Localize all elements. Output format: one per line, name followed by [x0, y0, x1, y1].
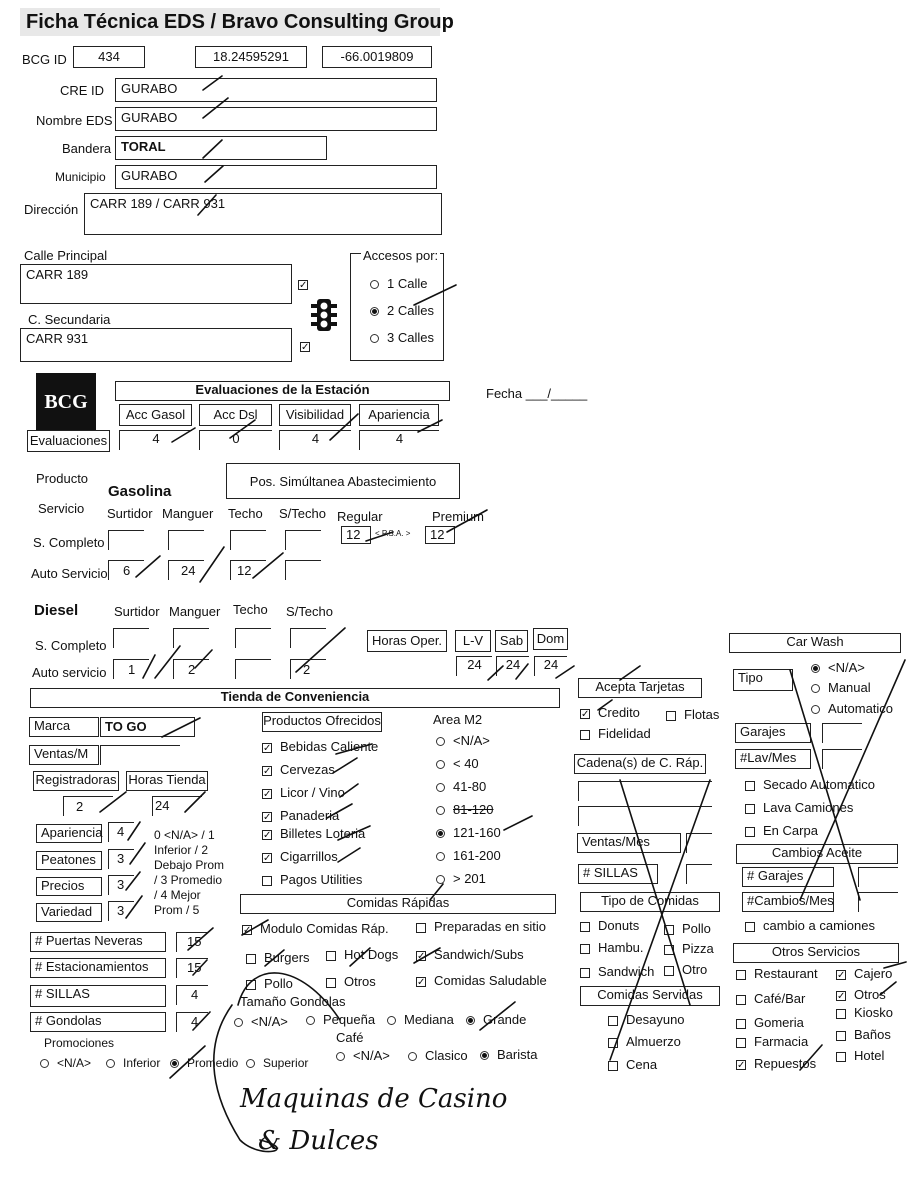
fecha-label: Fecha ___/_____ — [486, 386, 588, 401]
evaluaciones-row-label: Evaluaciones — [27, 430, 110, 452]
cw-tipo-manual[interactable]: Manual — [811, 680, 871, 695]
tipo-otro[interactable]: Otro — [664, 962, 707, 977]
gas-stecho-col: S/Techo — [279, 506, 326, 521]
tipo-pollo[interactable]: Pollo — [664, 921, 711, 936]
producto-bebidas[interactable]: ✓ Bebidas Caliente — [263, 739, 379, 754]
tarjeta-fidelidad[interactable]: Fidelidad — [580, 726, 651, 741]
apariencia-header: Apariencia — [359, 404, 439, 426]
horas-sab-value[interactable]: 24 — [496, 656, 529, 676]
rating-variedad-value[interactable]: 3 — [108, 901, 134, 921]
cw-tipo-automatico[interactable]: Automatico — [811, 701, 893, 716]
ventas-label: Ventas/M — [29, 745, 99, 765]
rating-precios-value[interactable]: 3 — [108, 875, 134, 895]
gas-auto-stecho[interactable] — [285, 560, 321, 580]
visibilidad-header: Visibilidad — [279, 404, 351, 426]
horas-oper-label: Horas Oper. — [367, 630, 447, 652]
comida-preparadas[interactable]: Preparadas en sitio — [416, 919, 546, 934]
cre-id-field[interactable]: GURABO — [115, 78, 437, 102]
handwritten-note-line-2: & Dulces — [258, 1126, 379, 1156]
gas-auto-manguer[interactable]: 24 — [168, 560, 204, 580]
comida-sandwich[interactable]: ✓ Sandwich/Subs — [417, 947, 524, 962]
cr-sillas-label: # SILLAS — [578, 864, 658, 884]
comida-modulo[interactable]: ✓ Modulo Comidas Ráp. — [243, 921, 389, 936]
bcg-id-field[interactable]: 434 — [73, 46, 145, 68]
area-option-121-160[interactable]: 121-160 — [436, 825, 501, 840]
area-option-na[interactable]: <N/A> — [436, 733, 490, 748]
tipo-comidas-header: Tipo de Comidas — [580, 892, 720, 912]
rating-apariencia-label: Apariencia — [36, 824, 102, 843]
servida-almuerzo[interactable]: Almuerzo — [608, 1034, 681, 1049]
servida-cena[interactable]: Cena — [608, 1057, 657, 1072]
gondola-option-mediana[interactable]: Mediana — [387, 1012, 454, 1027]
comida-otros[interactable]: Otros — [326, 974, 376, 989]
handwritten-note-line-1: Maquinas de Casino — [240, 1084, 508, 1114]
horas-sab-header: Sab — [495, 630, 528, 652]
area-option-41-80[interactable]: 41-80 — [436, 779, 486, 794]
estacionamientos-label: # Estacionamientos — [30, 958, 166, 978]
dsl-completo-stecho[interactable] — [290, 628, 326, 648]
gas-auto-label: Auto Servicio — [31, 566, 108, 581]
sillas-label: # SILLAS — [30, 985, 166, 1007]
ventas-mes-label: Ventas/Mes — [577, 833, 681, 853]
horas-lv-header: L-V — [455, 630, 491, 652]
producto-loteria[interactable]: ✓ Billetes Loteria — [263, 826, 366, 841]
accesos-option-3[interactable]: 3 Calles — [370, 330, 434, 345]
acc-dsl-value[interactable]: 0 — [199, 430, 272, 450]
tipo-hambu[interactable]: Hambu. — [580, 940, 644, 955]
apariencia-value[interactable]: 4 — [359, 430, 439, 450]
tarjeta-credito[interactable]: ✓ Credito — [581, 705, 640, 720]
promo-option-na[interactable]: <N/A> — [40, 1056, 91, 1070]
rating-scale-legend: 0 <N/A> / 1 Inferior / 2 Debajo Prom / 3 Promedio / 4 Mejor Prom / 5 — [154, 828, 225, 917]
gondolas-label: # Gondolas — [30, 1012, 166, 1032]
otros-servicios-header: Otros Servicios — [733, 943, 899, 963]
calle-principal-label: Calle Principal — [24, 248, 108, 263]
gas-auto-techo[interactable]: 12 — [230, 560, 266, 580]
dsl-auto-label: Auto servicio — [32, 665, 107, 680]
ca-cambio-camiones[interactable]: cambio a camiones — [745, 918, 875, 933]
cafe-option-clasico[interactable]: Clasico — [408, 1048, 468, 1063]
area-option-161-200[interactable]: 161-200 — [436, 848, 501, 863]
longitude-field[interactable]: -66.0019809 — [322, 46, 432, 68]
rating-peatones-value[interactable]: 3 — [108, 849, 134, 869]
gondola-option-grande[interactable]: Grande — [466, 1012, 526, 1027]
direccion-label: Dirección — [24, 202, 79, 217]
rating-apariencia-value[interactable]: 4 — [108, 822, 134, 842]
pos-simultanea-header: Pos. Simúltanea Abastecimiento — [226, 463, 460, 499]
tipo-pizza[interactable]: Pizza — [664, 941, 714, 956]
accesos-option-1[interactable]: 1 Calle — [370, 276, 427, 291]
cadena-field-2[interactable] — [578, 806, 712, 826]
gas-completo-techo[interactable] — [230, 530, 266, 550]
servicio-gomeria[interactable]: Gomeria — [736, 1015, 804, 1030]
servicio-farmacia[interactable]: Farmacia — [736, 1034, 808, 1049]
nombre-eds-field[interactable]: GURABO — [115, 107, 437, 131]
producto-licor[interactable]: ✓ Licor / Vino — [263, 785, 345, 800]
comida-hotdogs[interactable]: Hot Dogs — [326, 947, 398, 962]
acc-gasol-header: Acc Gasol — [119, 404, 192, 426]
accesos-option-2[interactable]: 2 Calles — [370, 303, 434, 318]
gas-manguer-col: Manguer — [162, 506, 214, 521]
servicio-cafe-bar[interactable]: Café/Bar — [736, 991, 805, 1006]
dsl-completo-manguer[interactable] — [173, 628, 209, 648]
comida-burgers[interactable]: Burgers — [246, 950, 310, 965]
producto-cigarrillos[interactable]: ✓ Cigarrillos — [263, 849, 338, 864]
area-label: Area M2 — [433, 712, 483, 727]
productos-header: Productos Ofrecidos — [262, 712, 382, 732]
cw-secado[interactable]: Secado Automatico — [745, 777, 875, 792]
servida-desayuno[interactable]: Desayuno — [608, 1012, 685, 1027]
cr-sillas-field[interactable] — [686, 864, 712, 884]
servicio-label: Servicio — [38, 501, 85, 516]
accesos-label: Accesos por: — [363, 248, 439, 263]
gas-completo-manguer[interactable] — [168, 530, 204, 550]
cw-garajes-label: Garajes — [735, 723, 811, 743]
horas-tienda-label: Horas Tienda — [126, 771, 208, 791]
horas-lv-value[interactable]: 24 — [456, 656, 492, 676]
bcg-id-label: BCG ID — [22, 52, 67, 67]
servicio-hotel[interactable]: Hotel — [836, 1048, 884, 1063]
gas-completo-label: S. Completo — [33, 535, 105, 550]
marca-field[interactable]: TO GO — [100, 717, 195, 737]
nombre-eds-label: Nombre EDS — [36, 113, 113, 128]
ca-garajes-field[interactable] — [858, 867, 898, 887]
regular-psa-value[interactable]: 12 — [341, 526, 371, 544]
ca-garajes-label: # Garajes — [742, 867, 834, 887]
calle-principal-field[interactable]: CARR 189 — [20, 264, 292, 304]
rating-precios-label: Precios — [36, 877, 102, 896]
rating-peatones-label: Peatones — [36, 851, 102, 870]
registradoras-label: Registradoras — [33, 771, 119, 791]
latitude-field[interactable]: 18.24595291 — [195, 46, 307, 68]
dsl-auto-stecho[interactable]: 2 — [290, 659, 326, 679]
acc-gasol-value[interactable]: 4 — [119, 430, 192, 450]
cadena-field-1[interactable] — [578, 781, 712, 801]
calle-secundaria-checkbox[interactable]: ✓ — [301, 341, 310, 353]
comidas-servidas-header: Comidas Servidas — [580, 986, 720, 1006]
municipio-field[interactable]: GURABO — [115, 165, 437, 189]
cafe-option-na[interactable]: <N/A> — [336, 1048, 390, 1063]
servicio-kiosko[interactable]: Kiosko — [836, 1005, 893, 1020]
area-option-40[interactable]: < 40 — [436, 756, 479, 771]
regular-label: Regular — [337, 509, 383, 524]
car-wash-tipo-label: Tipo — [733, 669, 793, 691]
calle-secundaria-field[interactable]: CARR 931 — [20, 328, 292, 362]
gondola-option-pequena[interactable]: Pequeña — [306, 1012, 375, 1027]
gas-completo-surtidor[interactable] — [108, 530, 144, 550]
dsl-techo-col: Techo — [233, 602, 268, 617]
ventas-field[interactable] — [100, 745, 180, 765]
tipo-sandwich[interactable]: Sandwich — [580, 964, 654, 979]
dsl-auto-techo[interactable] — [235, 659, 271, 679]
promo-option-superior[interactable]: Superior — [246, 1056, 308, 1070]
dsl-completo-techo[interactable] — [235, 628, 271, 648]
ca-cambios-mes-field[interactable] — [858, 892, 898, 912]
cre-id-label: CRE ID — [60, 83, 105, 98]
cafe-label: Café — [336, 1030, 364, 1045]
puertas-neveras-value[interactable]: 15 — [176, 932, 208, 952]
comida-saludable[interactable]: ✓ Comidas Saludable — [417, 973, 547, 988]
gas-auto-surtidor[interactable]: 6 — [108, 560, 144, 580]
tipo-donuts[interactable]: Donuts — [580, 918, 639, 933]
cafe-option-barista[interactable]: Barista — [480, 1047, 537, 1062]
promo-option-promedio[interactable]: Promedio — [170, 1056, 238, 1070]
cw-lava-camiones[interactable]: Lava Camiones — [745, 800, 853, 815]
diesel-title: Diesel — [34, 602, 79, 619]
form-title: Ficha Técnica EDS / Bravo Consulting Group — [20, 8, 440, 36]
gondolas-value[interactable]: 4 — [176, 1012, 208, 1032]
promo-option-inferior[interactable]: Inferior — [106, 1056, 160, 1070]
dsl-auto-manguer[interactable]: 2 — [173, 659, 209, 679]
producto-pagos-utilities[interactable]: Pagos Utilities — [262, 872, 362, 887]
horas-dom-value[interactable]: 24 — [534, 656, 567, 676]
calle-secundaria-label: C. Secundaria — [28, 312, 111, 327]
horas-dom-header: Dom — [533, 628, 568, 650]
rating-variedad-label: Variedad — [36, 903, 102, 922]
acepta-tarjetas-header: Acepta Tarjetas — [578, 678, 702, 698]
servicio-cajero[interactable]: ✓ Cajero — [837, 966, 893, 981]
comidas-rapidas-header: Comidas Rápidas — [240, 894, 556, 914]
visibilidad-value[interactable]: 4 — [279, 430, 351, 450]
bandera-field[interactable]: TORAL — [115, 136, 327, 160]
sillas-value[interactable]: 4 — [176, 985, 208, 1005]
servicio-restaurant[interactable]: Restaurant — [736, 966, 818, 981]
car-wash-header: Car Wash — [729, 633, 901, 653]
calle-principal-checkbox[interactable]: ✓ — [299, 279, 308, 291]
gas-techo-col: Techo — [228, 506, 263, 521]
cw-lav-mes-field[interactable] — [822, 749, 862, 769]
dsl-auto-surtidor[interactable]: 1 — [113, 659, 149, 679]
direccion-field[interactable]: CARR 189 / CARR 931 — [84, 193, 442, 235]
dsl-surtidor-col: Surtidor — [114, 604, 160, 619]
psa-label: < P.S.A. > — [375, 529, 411, 538]
cw-lav-mes-label: #Lav/Mes — [735, 749, 811, 769]
area-option-81-120[interactable]: 81-120 — [436, 802, 493, 817]
dsl-completo-label: S. Completo — [35, 638, 107, 653]
gasolina-title: Gasolina — [108, 483, 172, 500]
gas-surtidor-col: Surtidor — [107, 506, 153, 521]
evaluaciones-header: Evaluaciones de la Estación — [115, 381, 450, 401]
servicio-repuestos[interactable]: ✓ Repuestos — [737, 1056, 817, 1071]
dsl-stecho-col: S/Techo — [286, 604, 333, 619]
area-option-201[interactable]: > 201 — [436, 871, 486, 886]
estacionamientos-value[interactable]: 15 — [176, 958, 208, 978]
tamano-gondolas-label: Tamaño Gondolas — [240, 994, 346, 1009]
ca-cambios-mes-label: #Cambios/Mes — [742, 892, 834, 912]
cw-en-carpa[interactable]: En Carpa — [745, 823, 818, 838]
puertas-neveras-label: # Puertas Neveras — [30, 932, 166, 952]
ventas-mes-field[interactable] — [686, 833, 712, 853]
tienda-header: Tienda de Conveniencia — [30, 688, 560, 708]
bcg-logo: BCG — [36, 373, 96, 431]
traffic-light-icon — [311, 298, 337, 332]
dsl-manguer-col: Manguer — [169, 604, 221, 619]
horas-tienda-field[interactable]: 24 — [152, 796, 202, 816]
premium-psa-value[interactable]: 12 — [425, 526, 455, 544]
tarjeta-flotas[interactable]: Flotas — [666, 707, 719, 722]
cadena-header: Cadena(s) de C. Ráp. — [574, 754, 706, 774]
promociones-label: Promociones — [44, 1036, 115, 1050]
cw-tipo-na[interactable]: <N/A> — [811, 660, 865, 675]
cambios-aceite-header: Cambios Aceite — [736, 844, 898, 864]
marca-label: Marca — [29, 717, 99, 737]
comida-pollo[interactable]: Pollo — [246, 976, 293, 991]
municipio-label: Municipio — [55, 170, 106, 184]
bandera-label: Bandera — [62, 141, 112, 156]
servicio-banos[interactable]: Baños — [836, 1027, 891, 1042]
dsl-completo-surtidor[interactable] — [113, 628, 149, 648]
producto-panaderia[interactable]: ✓ Panaderia — [263, 808, 340, 823]
cw-garajes-field[interactable] — [822, 723, 862, 743]
producto-cervezas[interactable]: ✓ Cervezas — [263, 762, 335, 777]
producto-label: Producto — [36, 471, 89, 486]
gas-completo-stecho[interactable] — [285, 530, 321, 550]
servicio-otros[interactable]: ✓ Otros — [837, 987, 886, 1002]
gondola-option-na[interactable]: <N/A> — [234, 1014, 288, 1029]
acc-dsl-header: Acc Dsl — [199, 404, 272, 426]
registradoras-field[interactable]: 2 — [63, 796, 113, 816]
premium-label: Premium — [432, 509, 485, 524]
